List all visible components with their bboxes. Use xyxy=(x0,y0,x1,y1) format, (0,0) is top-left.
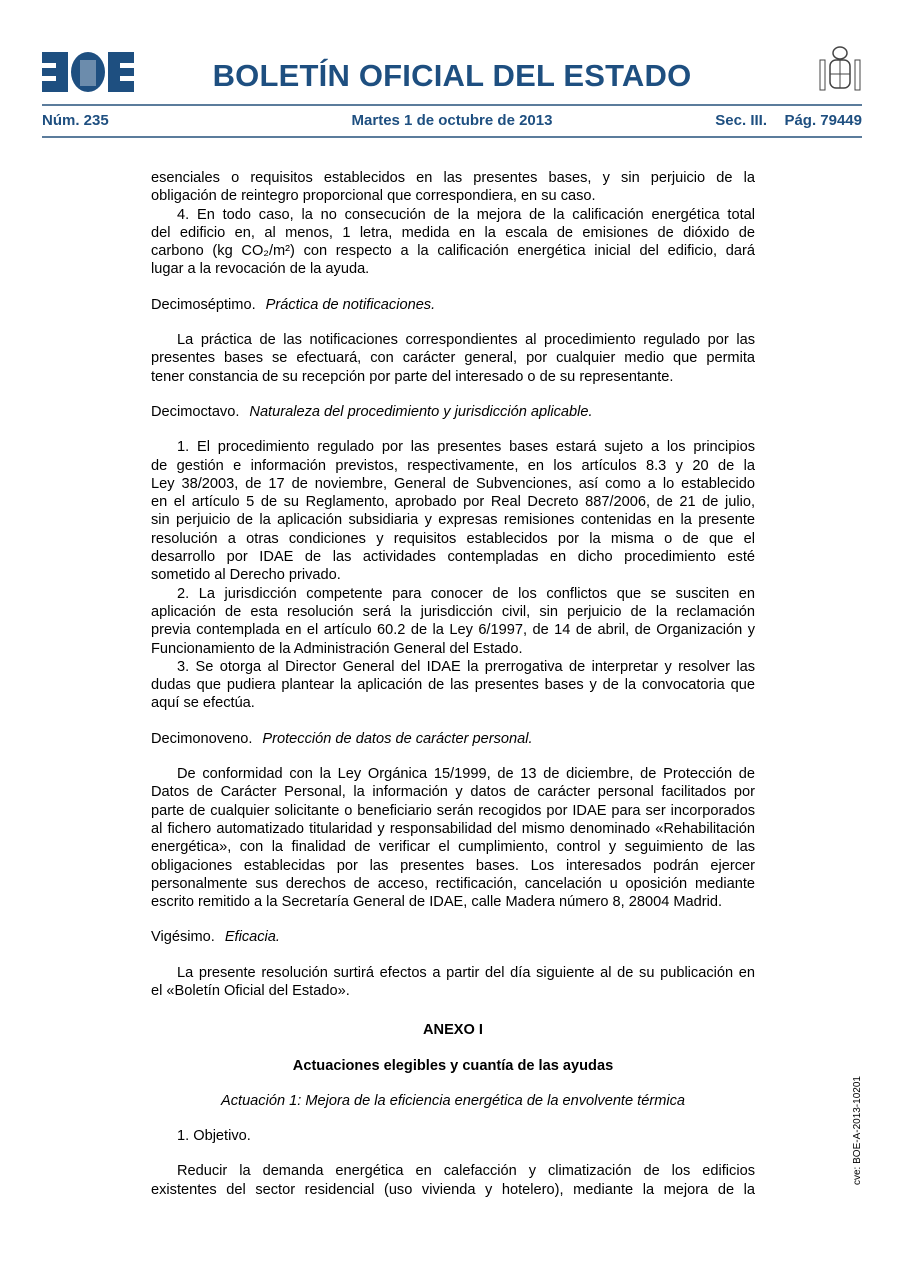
text-line: 3. Se otorga al Director General del IDAE la prerrogativa de interpretar y resolver las xyxy=(177,658,755,675)
text-line: desarrollo por IDAE de las actividades contempladas en dicho procedimiento esté xyxy=(151,549,755,566)
text-line: dudas que pudiera plantear la aplicación de las presentes bases y de la convocatoria que xyxy=(151,677,755,694)
page-header xyxy=(42,52,862,92)
text-line: 4. En todo caso, la no consecución de la mejora de la calificación energética total xyxy=(177,206,755,223)
section-title: Naturaleza del procedimiento y jurisdicción aplicable. xyxy=(249,403,593,420)
text-line: tener constancia de su recepción por parte del interesado o de su representante. xyxy=(151,368,674,385)
text-line: resolución a otras condiciones y requisitos establecidos por la misma o de que el xyxy=(151,530,755,547)
text-line: escrito remitido a la Secretaría General de IDAE, calle Madera número 8, 28004 Madrid. xyxy=(151,894,723,911)
text-line: del edificio en, al menos, 1 letra, medida en la escala de emisiones de dióxido de xyxy=(151,224,755,241)
text-line: 2. La jurisdicción competente para conocer de los conflictos que se susciten en xyxy=(177,585,755,602)
section-title: Práctica de notificaciones. xyxy=(265,296,436,313)
section-heading xyxy=(151,403,755,421)
text-line: 1. Objetivo. xyxy=(177,1128,251,1145)
paragraph xyxy=(151,1162,755,1199)
text-line: energética», con la finalidad de verificar el cumplimiento, control y seguimiento de las xyxy=(151,839,755,856)
paragraph xyxy=(151,206,755,279)
paragraph xyxy=(151,585,755,658)
section-heading xyxy=(151,730,755,748)
section: Sec. III. xyxy=(715,112,767,129)
text-line: obligaciones establecidas por las presentes bases. Los interesados podrán ejercer xyxy=(151,857,755,874)
header-rule-bottom xyxy=(42,136,862,138)
section-heading xyxy=(151,296,755,314)
actuation-title-text: Actuación 1: Mejora de la eficiencia energética de la envolvente térmica xyxy=(220,1092,686,1109)
publication-title: BOLETÍN OFICIAL DEL ESTADO xyxy=(212,58,692,93)
text-line: aquí se efectúa. xyxy=(151,695,255,712)
text-line: el «Boletín Oficial del Estado». xyxy=(151,982,350,999)
annex-title: ANEXO I xyxy=(422,1022,483,1039)
issue-number: Núm. 235 xyxy=(42,112,109,129)
paragraph xyxy=(151,964,755,1001)
section-title: Protección de datos de carácter personal. xyxy=(262,730,533,747)
text-line: previa contemplada en el artículo 60.2 de la Ley 6/1997, de 14 de abril, de Organización y xyxy=(151,622,755,639)
text-line: sin perjuicio de la aplicación subsidiaria y expresas remisiones contenidas en la presente xyxy=(151,512,755,529)
actuation-title xyxy=(151,1092,755,1110)
document-body xyxy=(151,169,755,1199)
annex-subtitle: Actuaciones elegibles y cuantía de las ayudas xyxy=(292,1057,614,1074)
section-label: Decimoctavo. xyxy=(151,403,240,420)
section-label: Decimoséptimo. xyxy=(151,296,256,313)
text-line: obligación de reintegro proporcional que correspondiera, en su caso. xyxy=(151,188,596,205)
text-line: 1. El procedimiento regulado por las presentes bases estará sujeto a los principios xyxy=(177,439,755,456)
section-heading xyxy=(151,928,755,946)
coat-of-arms-icon xyxy=(818,44,862,94)
section-title: Eficacia. xyxy=(224,929,280,946)
text-line: De conformidad con la Ley Orgánica 15/1999, de 13 de diciembre, de Protección de xyxy=(177,766,755,783)
text-line: carbono (kg CO₂/m²) con respecto a la calificación energética inicial del edificio, dará xyxy=(151,243,755,260)
paragraph xyxy=(151,1127,755,1145)
text-line: personalmente sus derechos de acceso, rectificación, cancelación u oposición mediante xyxy=(151,875,755,892)
text-line: La práctica de las notificaciones correspondientes al procedimiento regulado por las xyxy=(177,332,755,349)
text-line: esenciales o requisitos establecidos en las presentes bases, y sin perjuicio de la xyxy=(151,170,755,186)
text-line: sometido al Derecho privado. xyxy=(151,567,341,584)
text-line: al fichero automatizado titularidad y responsabilidad del mismo denominado «Rehabilitación xyxy=(151,820,755,837)
paragraph xyxy=(151,658,755,713)
section-label: Decimonoveno. xyxy=(151,730,253,747)
text-line: La presente resolución surtirá efectos a partir del día siguiente al de su publicación en xyxy=(177,964,755,981)
text-line: de gestión e información previstos, respectivamente, en los artículos 8.3 y 20 de la xyxy=(151,457,755,474)
paragraph xyxy=(151,169,755,206)
text-line: presentes bases se efectuará, con carácter general, por cualquier medio que permita xyxy=(151,350,755,367)
text-line: lugar a la revocación de la ayuda. xyxy=(151,261,370,278)
paragraph xyxy=(151,438,755,584)
text-line: existentes del sector residencial (uso vivienda y hotelero), mediante la mejora de la xyxy=(151,1181,755,1198)
text-line: parte de cualquier solicitante o beneficiario serán recogidos por IDAE para ser incorporados xyxy=(151,802,755,819)
text-line: Ley 38/2003, de 17 de noviembre, General de Subvenciones, así como a lo establecido xyxy=(151,475,755,492)
paragraph xyxy=(151,331,755,386)
cve-identifier: cve: BOE-A-2013-10201 xyxy=(852,1076,863,1185)
text-line: aplicación de esta resolución será la jurisdicción civil, sin perjuicio de la reclamación xyxy=(151,603,755,620)
issue-date: Martes 1 de octubre de 2013 xyxy=(351,112,553,129)
header-rule-top xyxy=(42,104,862,106)
page-number: Pág. 79449 xyxy=(784,112,862,129)
text-line: Reducir la demanda energética en calefacción y climatización de los edificios xyxy=(177,1163,755,1180)
text-line: en el artículo 5 de su Reglamento, aprobado por Real Decreto 887/2006, de 21 de julio, xyxy=(151,494,755,511)
text-line: Datos de Carácter Personal, la información y datos de carácter personal facilitados por xyxy=(151,784,755,801)
text-line: Funcionamiento de la Administración General del Estado. xyxy=(151,640,523,657)
section-label: Vigésimo. xyxy=(151,929,215,946)
paragraph xyxy=(151,765,755,911)
